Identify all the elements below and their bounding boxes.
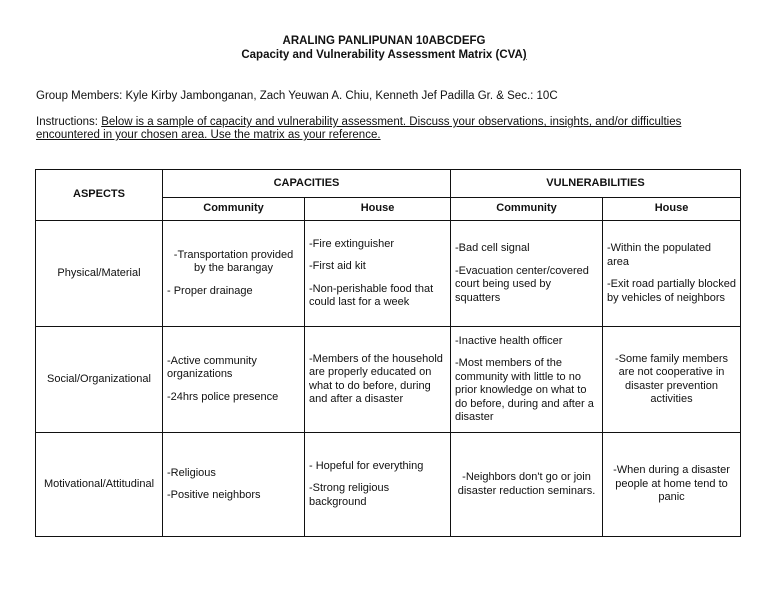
aspect-cell: Physical/Material [36,221,163,327]
capacities-header: CAPACITIES [163,170,451,198]
cell-item: -Positive neighbors [167,489,261,501]
vulnerabilities-header: VULNERABILITIES [451,170,741,198]
vulnerabilities-community-header: Community [451,198,603,221]
capacity-community-cell [163,221,305,327]
cell-item: - Proper drainage [167,284,253,297]
cell-item: -Some family members are not cooperative in disaster prevention activities [614,352,729,405]
cell-item: -Neighbors don't go or join disaster reduction seminars. [457,471,596,497]
capacity-house-cell [305,221,451,327]
vulnerability-community-cell [451,433,603,537]
cell-item: -Exit road partially blocked by vehicles of neighbors [607,278,737,304]
capacities-house-header: House [305,198,451,221]
table-row [36,433,741,537]
cell-item: -Within the populated area [607,242,711,268]
instructions-text-2: encountered in your chosen area. Use the matrix as your reference. [36,129,381,141]
capacity-community-cell [163,327,305,433]
subtitle-text: Capacity and Vulnerability Assessment Matrix (CVA [241,49,523,61]
cell-item: -Members of the household are properly educated on what to do before, during and after a disaster [309,352,443,405]
group-members: Group Members: Kyle Kirby Jambonganan, Zach Yeuwan A. Chiu, Kenneth Jef Padilla Gr. & Sec.: 10C [36,90,558,102]
vulnerabilities-house-header: House [603,198,741,221]
cell-item: -Inactive health officer [455,334,563,347]
cell-item: -Transportation provided by the barangay [173,248,294,275]
aspect-cell: Motivational/Attitudinal [36,433,163,537]
cva-matrix-table [35,169,741,537]
cell-item: -Most members of the community with little to no prior knowledge on what to do before, during and after a disaster [455,357,594,423]
cell-item: -Bad cell signal [455,242,530,254]
cell-item: -Evacuation center/covered court being used by squatters [455,264,589,304]
cell-item: - Hopeful for everything [309,459,424,472]
table-row [36,327,741,433]
cell-item: -Fire extinguisher [309,237,394,250]
cell-item: -First aid kit [309,260,366,272]
cell-item: -Strong religious background [309,482,390,508]
instructions-line-1 [36,115,681,129]
subtitle-closing-paren: ) [522,49,527,61]
vulnerability-house-cell [603,327,741,433]
capacity-house-cell [305,327,451,433]
vulnerability-community-cell [451,327,603,433]
cell-item: -Non-perishable food that could last for a week [309,282,434,308]
cell-item: -When during a disaster people at home tend to panic [613,464,730,504]
vulnerability-house-cell [603,433,741,537]
header-row [36,170,741,198]
capacity-house-cell [305,433,451,537]
instructions-label: Instructions: [36,116,102,128]
aspect-cell: Social/Organizational [36,327,163,433]
cell-item: -Religious [167,466,216,479]
table-row [36,221,741,327]
capacity-community-cell [163,433,305,537]
capacities-community-header: Community [163,198,305,221]
document-subtitle [0,48,768,62]
instructions-text-1: Below is a sample of capacity and vulnerability assessment. Discuss your observations, insights, and/or difficulties [101,116,682,128]
instructions-line-2 [36,128,381,142]
aspects-header: ASPECTS [36,170,163,221]
cell-item: -24hrs police presence [167,390,279,403]
document-title: ARALING PANLIPUNAN 10ABCDEFG [282,35,486,47]
cell-item: -Active community organizations [167,354,257,381]
vulnerability-community-cell [451,221,603,327]
vulnerability-house-cell [603,221,741,327]
